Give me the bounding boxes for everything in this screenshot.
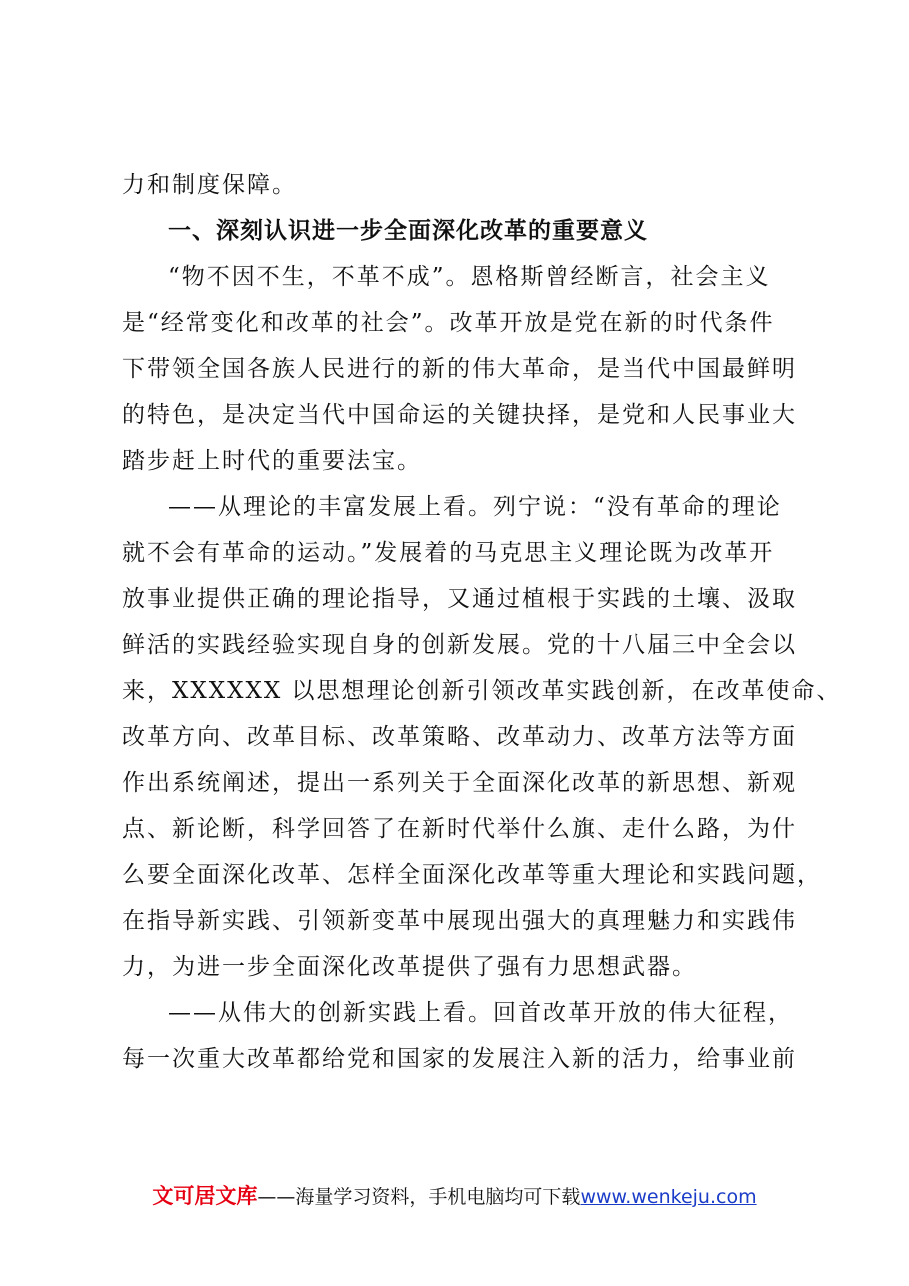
- text-line: 踏步赶上时代的重要法宝。: [122, 448, 422, 474]
- text-line: 就不会有革命的运动。”发展着的马克思主义理论既为改革开: [122, 540, 775, 566]
- footer-banner: [0, 1180, 909, 1210]
- text-line: 力和制度保障。: [122, 172, 297, 198]
- text-line: 下带领全国各族人民进行的新的伟大革命，是当代中国最鲜明: [122, 356, 797, 382]
- text-line: 放事业提供正确的理论指导，又通过植根于实践的土壤、汲取: [122, 586, 797, 612]
- text-line: 在指导新实践、引领新变革中展现出强大的真理魅力和实践伟: [122, 908, 797, 934]
- text-line: 鲜活的实践经验实现自身的创新发展。党的十八届三中全会以: [122, 632, 797, 658]
- text-line: 的特色，是决定当代中国命运的关键抉择，是党和人民事业大: [122, 402, 797, 428]
- text-line: 每一次重大改革都给党和国家的发展注入新的活力，给事业前: [122, 1046, 797, 1072]
- document-body: [122, 162, 842, 1082]
- footer-site-link[interactable]: www.wenkeju.com: [580, 1186, 757, 1208]
- text-line: 么要全面深化改革、怎样全面深化改革等重大理论和实践问题，: [122, 862, 822, 888]
- section-heading: 一、深刻认识进一步全面深化改革的重要意义: [168, 218, 648, 244]
- text-line: 作出系统阐述，提出一系列关于全面深化改革的新思想、新观: [122, 770, 797, 796]
- text-line: 来，XXXXXX 以思想理论创新引领改革实践创新，在改革使命、: [122, 678, 842, 704]
- text-line: ——从理论的丰富发展上看。列宁说：“没有革命的理论: [168, 494, 782, 520]
- footer-brand: 文可居文库: [152, 1184, 258, 1208]
- text-line: ——从伟大的创新实践上看。回首改革开放的伟大征程，: [168, 1000, 793, 1026]
- text-line: 改革方向、改革目标、改革策略、改革动力、改革方法等方面: [122, 724, 797, 750]
- text-line: 是“经常变化和改革的社会”。改革开放是党在新的时代条件: [122, 310, 775, 336]
- text-line: “物不因不生，不革不成”。恩格斯曾经断言，社会主义: [168, 264, 771, 290]
- text-line: 点、新论断，科学回答了在新时代举什么旗、走什么路，为什: [122, 816, 797, 842]
- footer-tagline: ——海量学习资料，手机电脑均可下载: [257, 1186, 581, 1208]
- text-line: 力，为进一步全面深化改革提供了强有力思想武器。: [122, 954, 697, 980]
